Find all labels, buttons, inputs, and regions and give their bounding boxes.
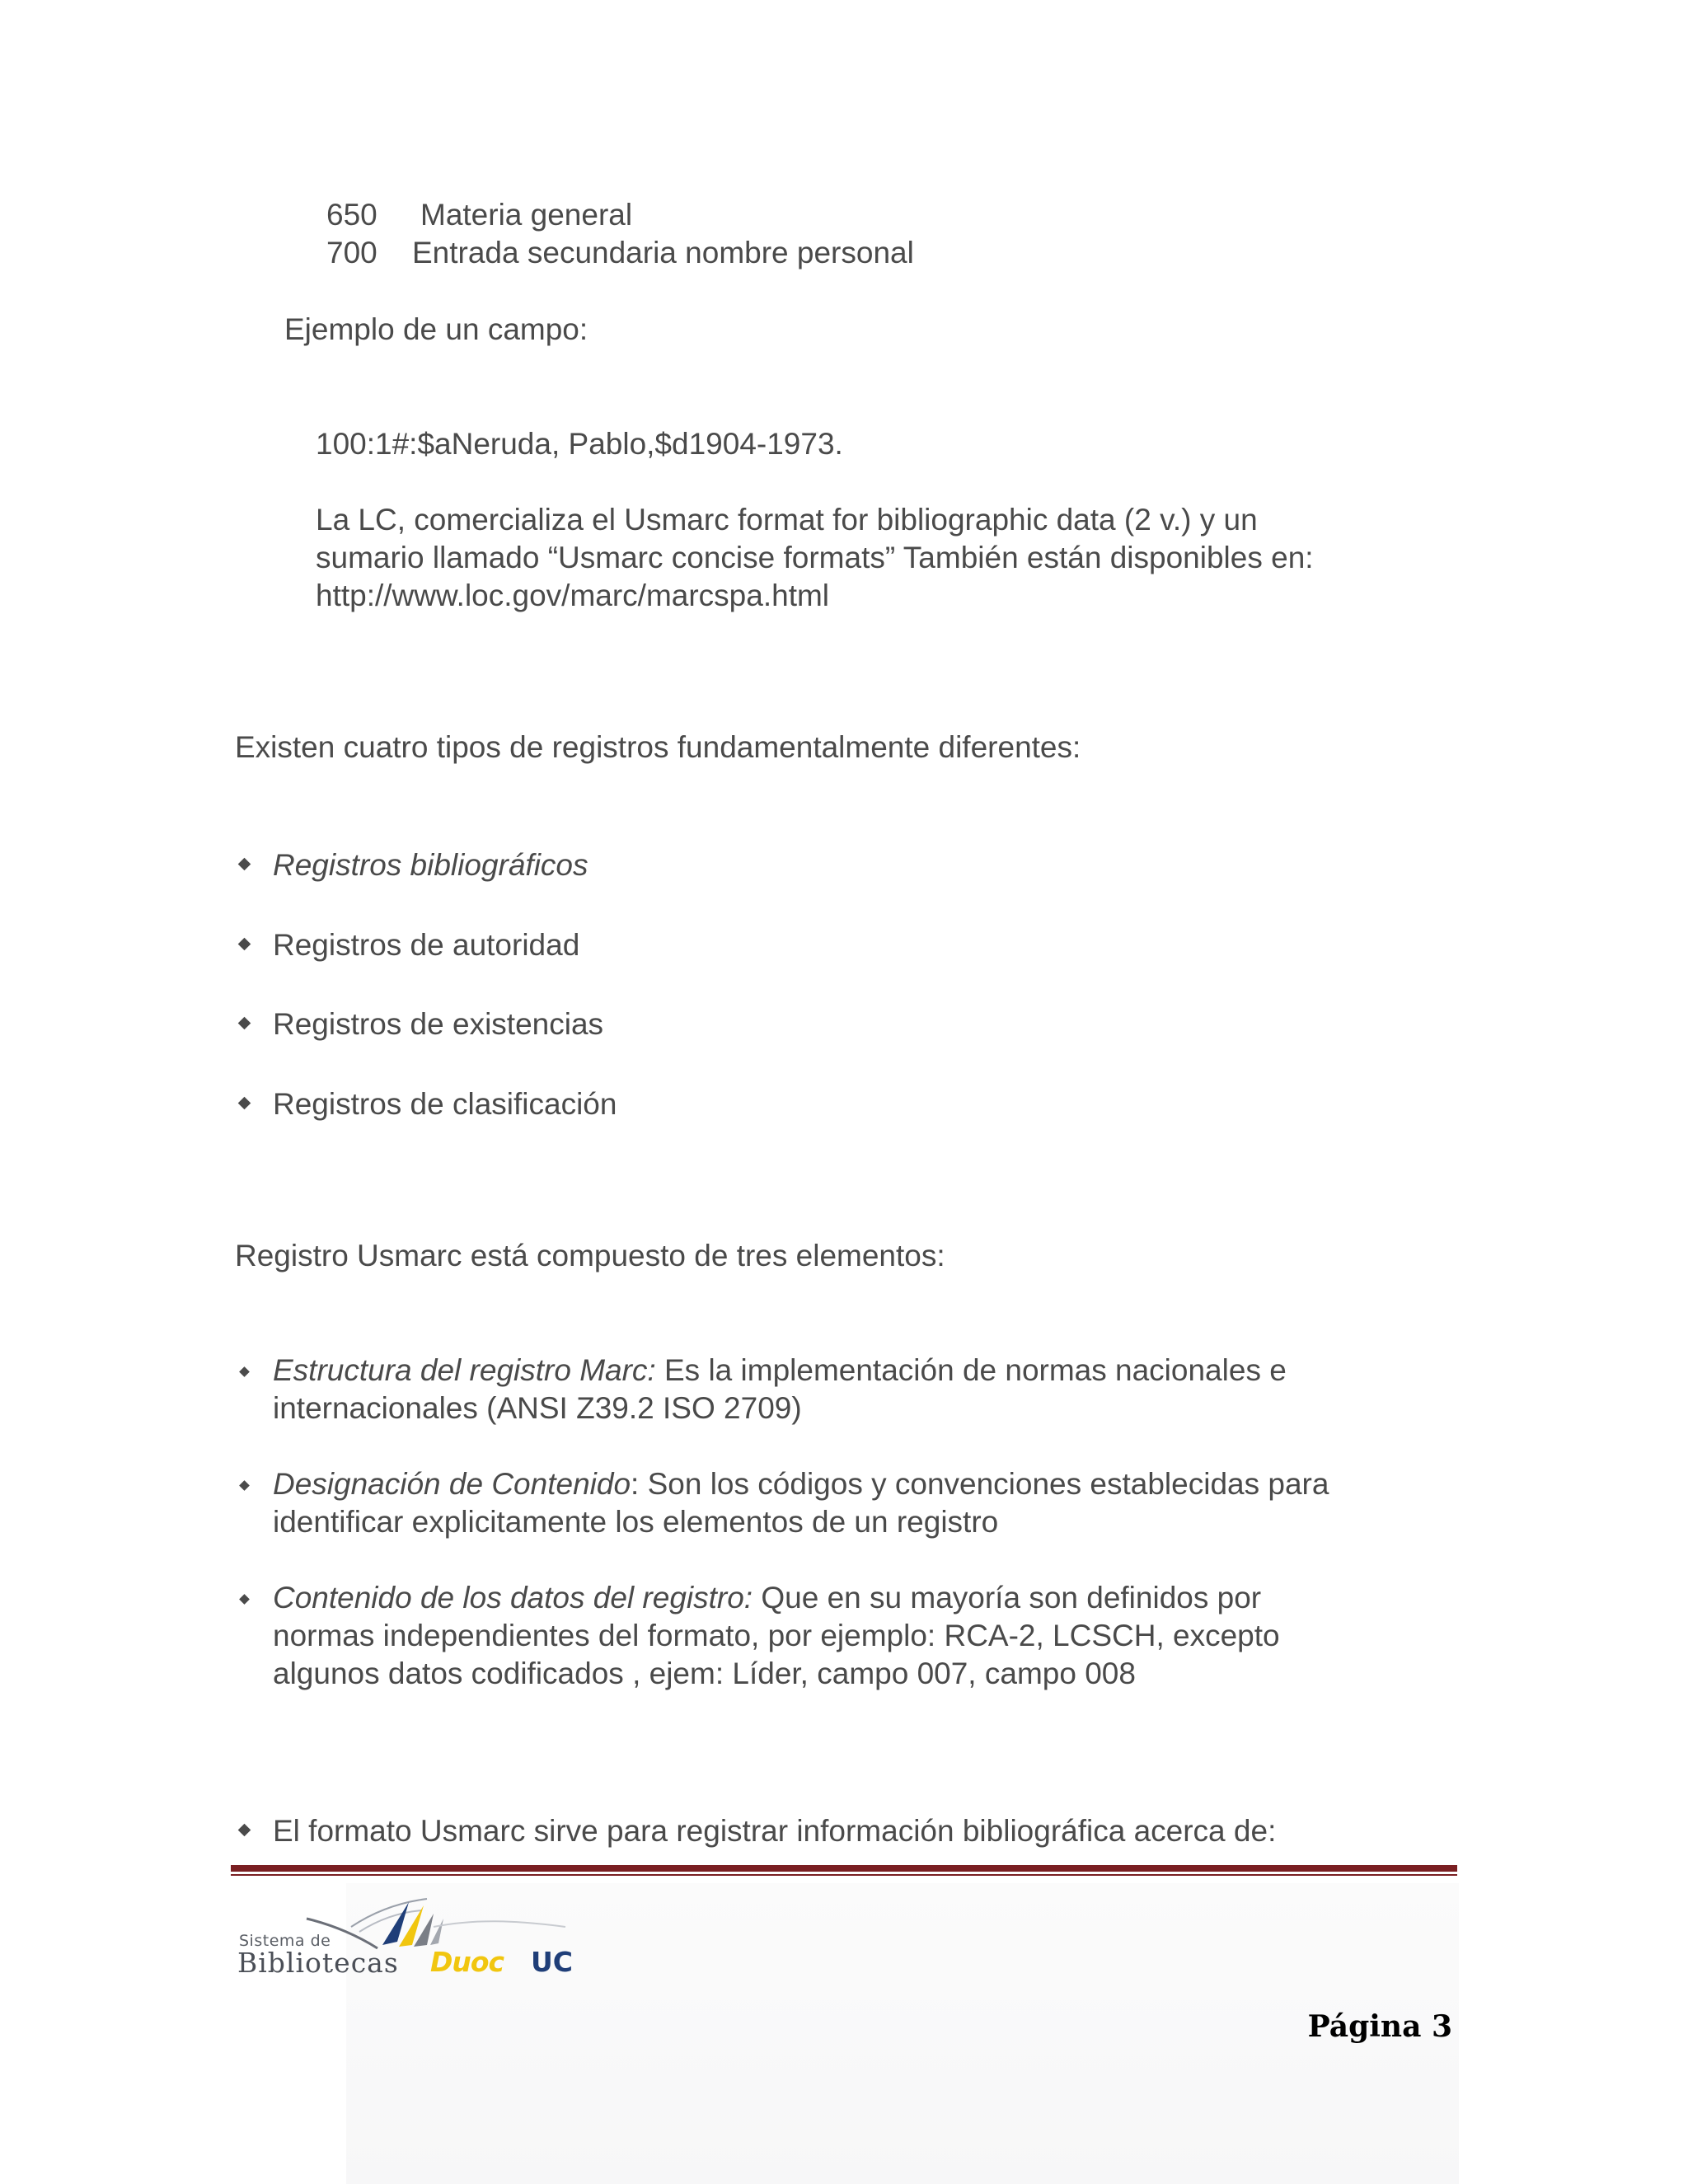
bullet-diamond-icon: [239, 1594, 250, 1605]
record-type-item: Registros de existencias: [273, 1007, 604, 1041]
page-number: Página 3: [1307, 2009, 1452, 2044]
logo-big-text: Bibliotecas: [237, 1947, 399, 1979]
element-item-line-2: normas independientes del formato, por ejemplo: RCA-2, LCSCH, excepto: [273, 1619, 1280, 1652]
code-number: 700: [326, 236, 377, 269]
lc-paragraph-line-2: sumario llamado “Usmarc concise formats” También están disponibles en:: [316, 541, 1314, 574]
elements-heading: Registro Usmarc está compuesto de tres elementos:: [235, 1239, 945, 1272]
element-item-line-2: internacionales (ANSI Z39.2 ISO 2709): [273, 1391, 802, 1425]
element-item-line-3: algunos datos codificados , ejem: Líder, campo 007, campo 008: [273, 1657, 1136, 1690]
bullet-diamond-icon: [238, 1017, 251, 1030]
element-term: Designación de Contenido: [273, 1467, 631, 1501]
final-bullet: El formato Usmarc sirve para registrar información bibliográfica acerca de:: [273, 1814, 1277, 1848]
code-label: Materia general: [420, 198, 633, 232]
code-row-650: [326, 196, 1068, 234]
bullet-diamond-icon: [239, 1366, 250, 1377]
footer-rule-thick: [231, 1865, 1457, 1872]
record-type-item: Registros bibliográficos: [273, 848, 588, 882]
lc-paragraph-line-1: La LC, comercializa el Usmarc format for bibliographic data (2 v.) y un: [316, 503, 1258, 537]
element-description: Que en su mayoría son definidos por: [753, 1581, 1262, 1615]
bullet-diamond-icon: [238, 858, 251, 871]
bullet-diamond-icon: [238, 938, 251, 951]
code-label: Entrada secundaria nombre personal: [412, 236, 914, 269]
element-term: Estructura del registro Marc:: [273, 1353, 656, 1387]
example-field: 100:1#:$aNeruda, Pablo,$d1904-1973.: [316, 427, 843, 461]
record-type-item: Registros de autoridad: [273, 928, 580, 962]
code-number: 650: [326, 198, 377, 232]
footer-rule-thin: [231, 1874, 1457, 1876]
element-item-line-1: [273, 1352, 1287, 1390]
element-term: Contenido de los datos del registro:: [273, 1581, 753, 1615]
element-item-line-1: [273, 1465, 1329, 1503]
bullet-diamond-icon: [238, 1097, 251, 1110]
record-type-item: Registros de clasificación: [273, 1087, 617, 1121]
record-types-heading: Existen cuatro tipos de registros fundamentalmente diferentes:: [235, 730, 1081, 764]
library-logo: [236, 1877, 582, 1985]
bullet-diamond-icon: [239, 1480, 250, 1491]
lc-paragraph-url: http://www.loc.gov/marc/marcspa.html: [316, 579, 830, 612]
element-item-line-1: [273, 1579, 1261, 1617]
code-row-700: [326, 234, 1068, 272]
bullet-diamond-icon: [238, 1824, 251, 1837]
logo-duoc-text: Duoc: [430, 1946, 504, 1978]
logo-small-text: Sistema de: [239, 1932, 331, 1950]
element-description: Es la implementación de normas nacionales e: [655, 1353, 1287, 1387]
element-description: : Son los códigos y convenciones establecidas para: [631, 1467, 1329, 1501]
logo-uc-text: UC: [531, 1946, 574, 1978]
element-item-line-2: identificar explicitamente los elementos de un registro: [273, 1505, 999, 1539]
example-heading: Ejemplo de un campo:: [284, 312, 588, 346]
